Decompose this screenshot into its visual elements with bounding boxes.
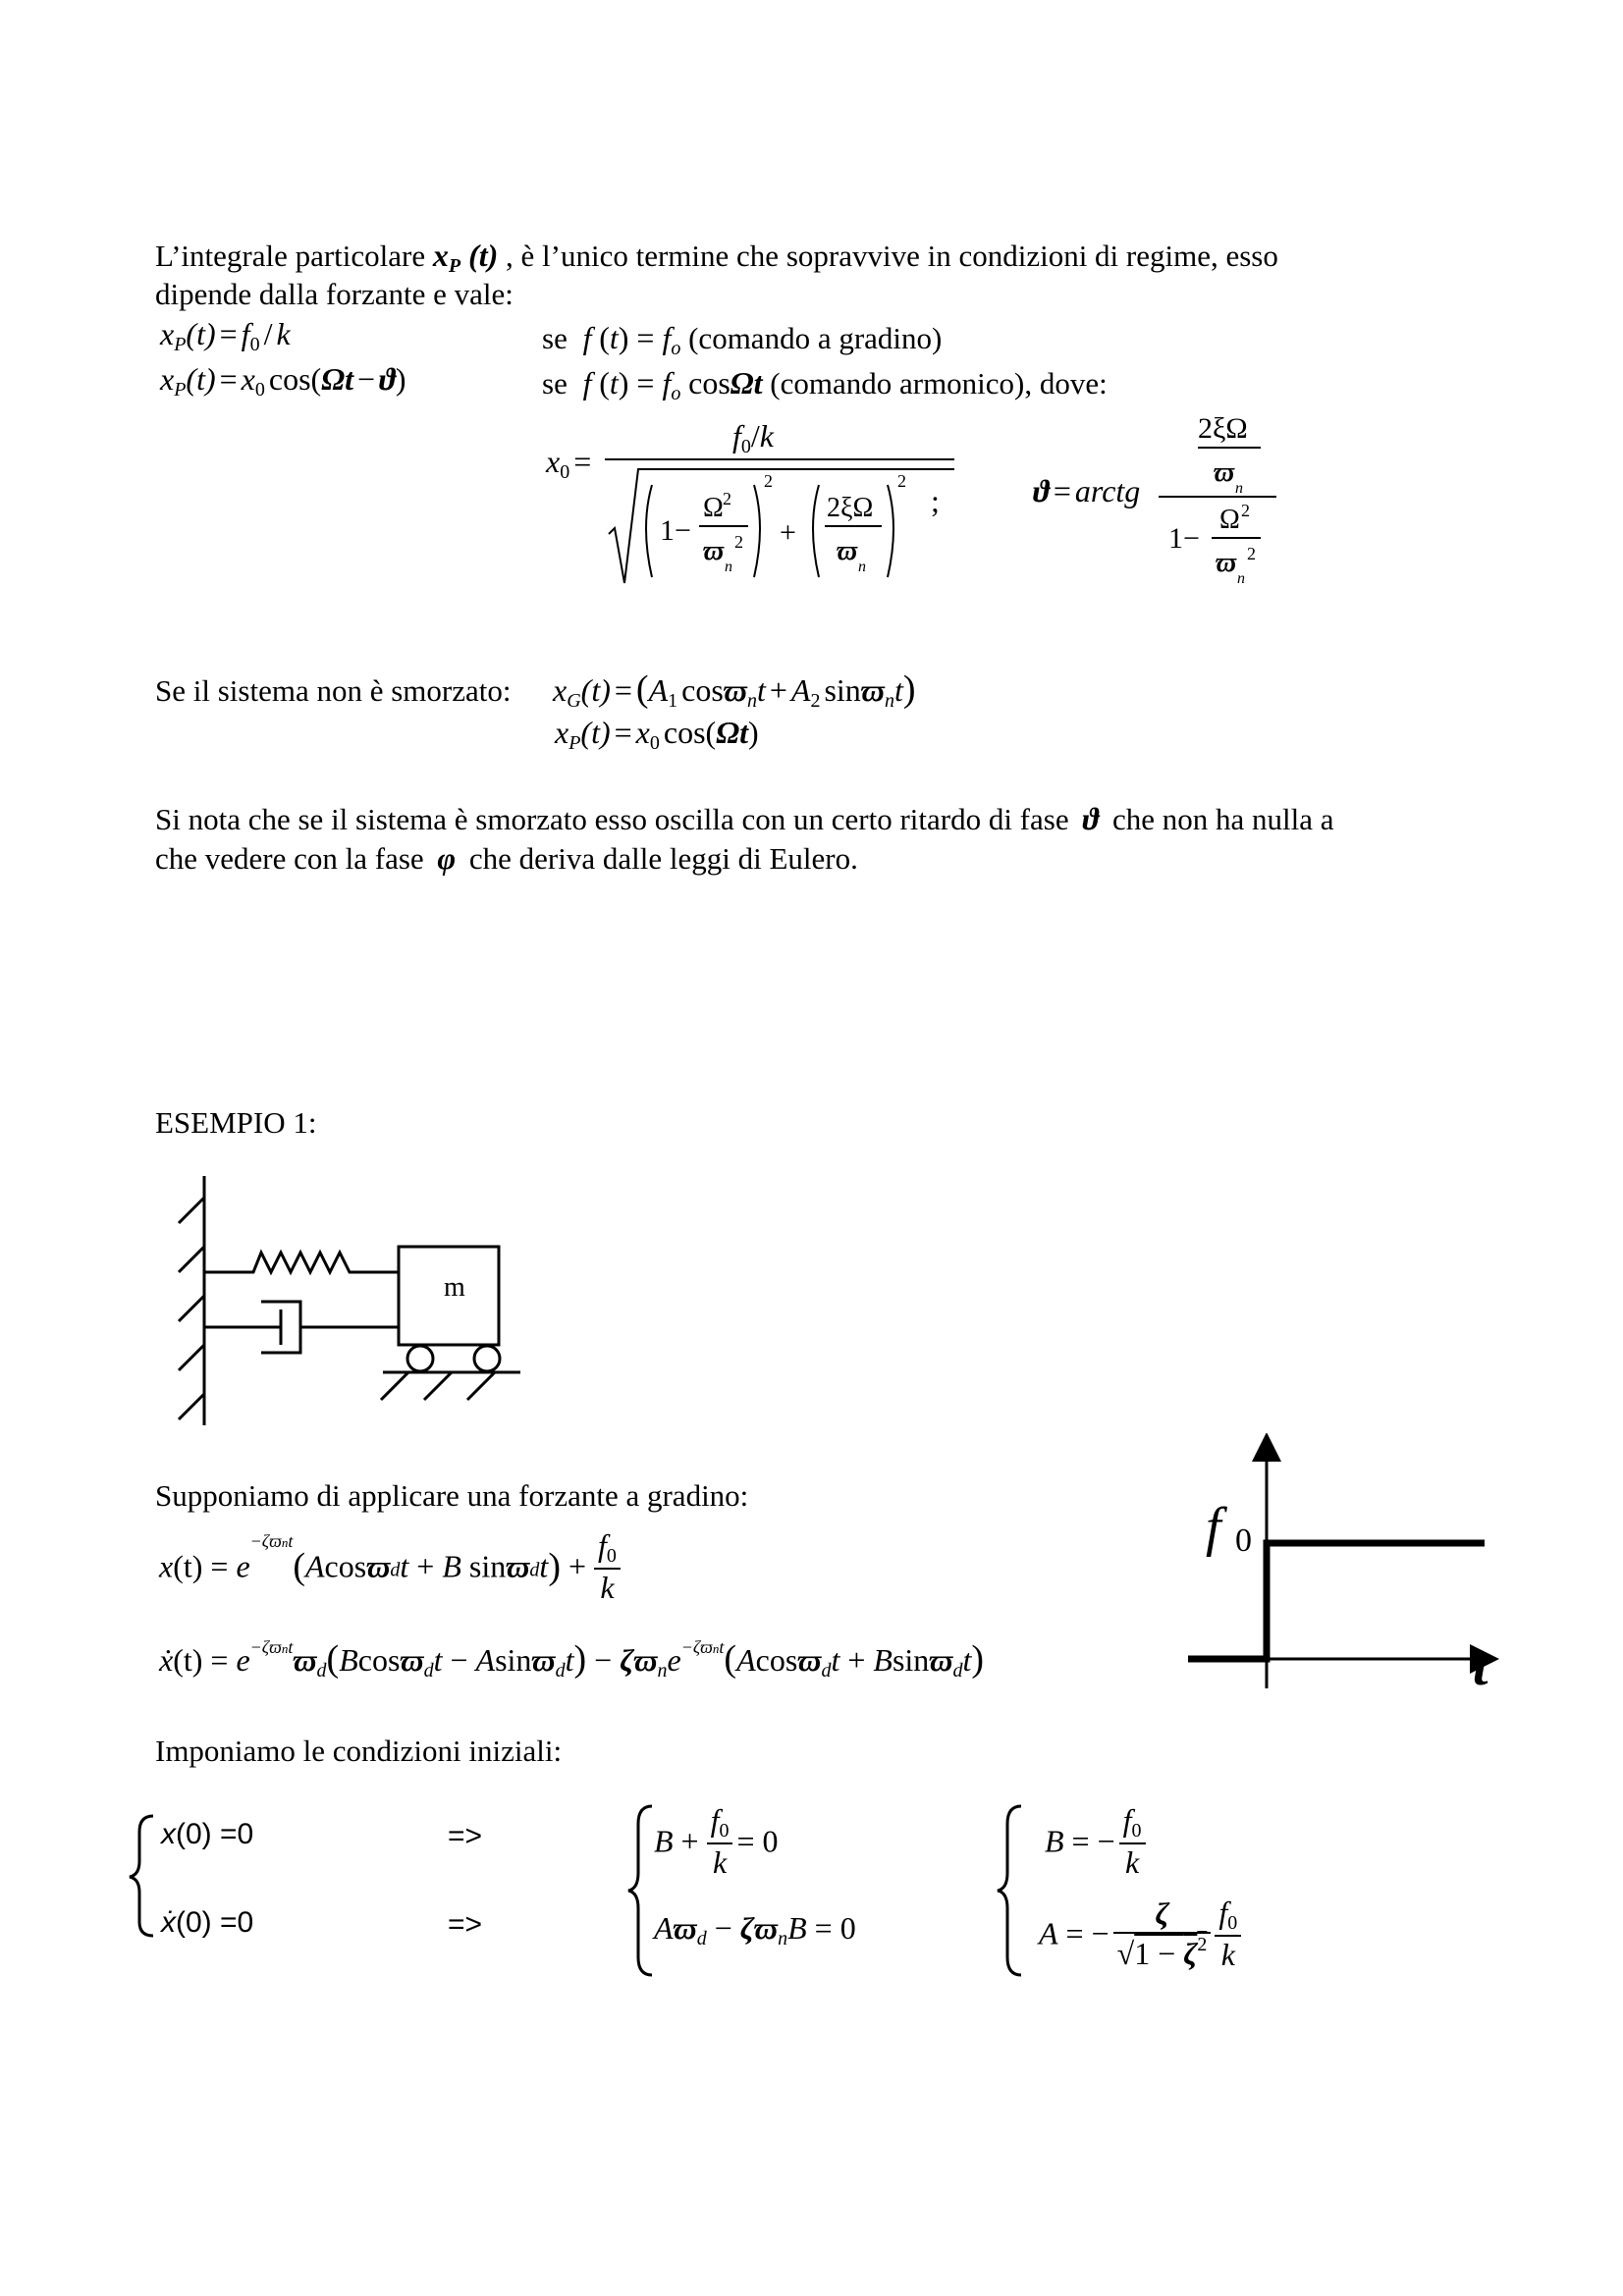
- brace-left-2: [626, 1802, 656, 1979]
- svg-text:n: n: [725, 559, 732, 575]
- document-page: L’integrale particolare $x_P$ (t) , è l’unico termine che sopravvive in condizioni di regime, esso dipende dalla forzante e vale: $x_P(t) = f0 / k$ se f $(t) = f_o$ (comando a gradino) $x_P(t) = x0$ cos(Ωt − ϑ) se f $(t) = f_o$ cosΩt (comando armonico), dove: x0 = f0/k 1− Ω 2 ϖ n 2 2 + 2ξΩ ϖ n 2 ; ϑ = arctg 2ξΩ ϖ n Ω 2 1− ϖ n 2 Se il sistema non è smorzato: $x_G(t) = (A1$ cosϖnt + A2 sinϖnt) $x_P(t) = x0$ cos(Ωt) Si nota che se il sistema è smorzato esso oscilla con un certo ritardo di fase ϑ che non ha nulla a che vedere con la fase φ che deriva dalle leggi di Eulero. ESEMPIO 1: m Supponiamo di applicare una forzante a gradino: x(t) = e−ζϖnt(Acosϖdt + B sinϖdt) + $\frac{f_0}{k}$ ẋ(t) = e−ζϖntϖd(Bcosϖdt − Asinϖdt) − ζϖne−ζϖnt(Acosϖdt + Bsinϖdt) f 0 t Imponiamo le condizioni iniziali: x(0) =0 ẋ(0) =0 => => B + $\frac{f_0}{k}$ = 0 Aϖd − ζϖnB = 0 B = − $\frac{f_0}{k}$ A = − $\frac{\zeta}{√1 - \zeta^2}$ $\frac{f_0}{k}$: [0, 0, 1623, 2296]
- case-step-condition: se f $(t) = f_o$ (comando a gradino): [542, 320, 943, 359]
- phi-symbol: φ: [437, 840, 457, 876]
- wheel-left: [407, 1346, 433, 1371]
- wheel-right: [474, 1346, 500, 1371]
- undamped-xp-formula: $x_P(t) = x0$ cos(Ωt): [555, 715, 759, 754]
- svg-text:+: +: [780, 516, 796, 549]
- x0-denominator-svg: [605, 457, 958, 595]
- svg-text:2: 2: [723, 489, 731, 508]
- undamped-xg-formula: $x_G(t) = (A1$ cosϖnt + A2 sinϖnt): [553, 668, 916, 712]
- svg-text:0: 0: [1235, 1522, 1252, 1559]
- brace-left-3: [996, 1802, 1025, 1979]
- ic-intro: Imponiamo le condizioni iniziali:: [155, 1734, 563, 1768]
- x-axis-label: t: [1473, 1636, 1488, 1697]
- svg-text:2ξΩ: 2ξΩ: [827, 493, 874, 523]
- implies-arrow-2: =>: [448, 1908, 483, 1941]
- svg-text:2: 2: [734, 532, 743, 552]
- svg-text:ϖ: ϖ: [703, 536, 725, 566]
- note-line-2: che vedere con la fase φ che deriva dalle leggi di Eulero.: [155, 840, 858, 876]
- step-function-graph: [1178, 1433, 1532, 1698]
- svg-text:2ξΩ: 2ξΩ: [1198, 412, 1248, 445]
- ic-result-a: A = − $\frac{\zeta}{√1 - \zeta^2}$ $\frac{f_0}{k}$: [1039, 1895, 1241, 1973]
- svg-text:1−: 1−: [1168, 522, 1200, 555]
- ground-hatching: [381, 1372, 495, 1400]
- brace-left-1: [128, 1812, 157, 1940]
- svg-text:n: n: [858, 559, 866, 575]
- step-intro: Supponiamo di applicare una forzante a gradino:: [155, 1478, 749, 1513]
- svg-text:2: 2: [764, 471, 773, 491]
- ic-x0: x(0) =0: [161, 1818, 254, 1850]
- note-line-1: Si nota che se il sistema è smorzato esso oscilla con un certo ritardo di fase ϑ che non ha nulla a: [155, 801, 1334, 836]
- ic-xdot0: ẋ(0) =0: [161, 1906, 254, 1939]
- svg-text:ϖ: ϖ: [837, 536, 858, 566]
- theta-fraction-svg: [1159, 402, 1278, 589]
- svg-text:ϖ: ϖ: [1216, 548, 1237, 578]
- implies-arrow-1: =>: [448, 1820, 483, 1852]
- svg-text:2: 2: [1241, 501, 1250, 520]
- undamped-label: Se il sistema non è smorzato:: [155, 673, 512, 708]
- svg-text:n: n: [1235, 480, 1243, 497]
- xdot-of-t-formula: ẋ(t) = e−ζϖntϖd(Bcosϖdt − Asinϖdt) − ζϖne−ζϖnt(Acosϖdt + Bsinϖdt): [159, 1637, 985, 1682]
- svg-text:1−: 1−: [660, 514, 691, 547]
- svg-text:2: 2: [897, 471, 906, 491]
- paragraph-intro-line-2: dipende dalla forzante e vale:: [155, 277, 514, 311]
- svg-text:2: 2: [1247, 544, 1256, 563]
- ic-mid-eq2: Aϖd − ζϖnB = 0: [654, 1910, 856, 1949]
- theta-symbol: ϑ: [1082, 801, 1100, 836]
- svg-text:f: f: [1206, 1497, 1221, 1558]
- case-harmonic-condition: se f $(t) = f_o$ cosΩt (comando armonico), dove:: [542, 365, 1108, 404]
- svg-text:n: n: [1237, 570, 1245, 587]
- damper: [204, 1302, 399, 1353]
- mass-spring-damper-diagram: [167, 1168, 540, 1433]
- theta-formula: ϑ = arctg 2ξΩ ϖ n Ω 2 1− ϖ n 2: [1033, 402, 1278, 589]
- mass-label: m: [444, 1272, 465, 1303]
- ic-result-b: B = − $\frac{f_0}{k}$: [1045, 1802, 1146, 1881]
- paragraph-intro-line-1: L’integrale particolare $x_P$ (t) , è l’unico termine che sopravvive in condizioni di regime, esso: [155, 238, 1278, 277]
- wall-hatching: [179, 1198, 204, 1419]
- svg-text:Ω: Ω: [1219, 505, 1240, 535]
- case-step-formula: $x_P(t) = f0 / k$: [160, 316, 291, 355]
- example-title: ESEMPIO 1:: [155, 1105, 317, 1140]
- svg-text:ϖ: ϖ: [1214, 457, 1235, 488]
- y-axis-label: [1206, 1497, 1252, 1559]
- step-signal: [1188, 1543, 1485, 1659]
- initial-conditions-system: [124, 1802, 1302, 1989]
- formula-separator: ;: [931, 483, 940, 518]
- ic-mid-eq1: B + $\frac{f_0}{k}$ = 0: [654, 1802, 779, 1880]
- spring: [204, 1253, 399, 1272]
- svg-text:Ω: Ω: [703, 493, 724, 523]
- x-of-t-formula: x(t) = e−ζϖnt(Acosϖdt + B sinϖdt) + $\frac{f_0}{k}$: [159, 1527, 621, 1606]
- case-harmonic-formula: $x_P(t) = x0$ cos(Ωt − ϑ): [160, 361, 406, 400]
